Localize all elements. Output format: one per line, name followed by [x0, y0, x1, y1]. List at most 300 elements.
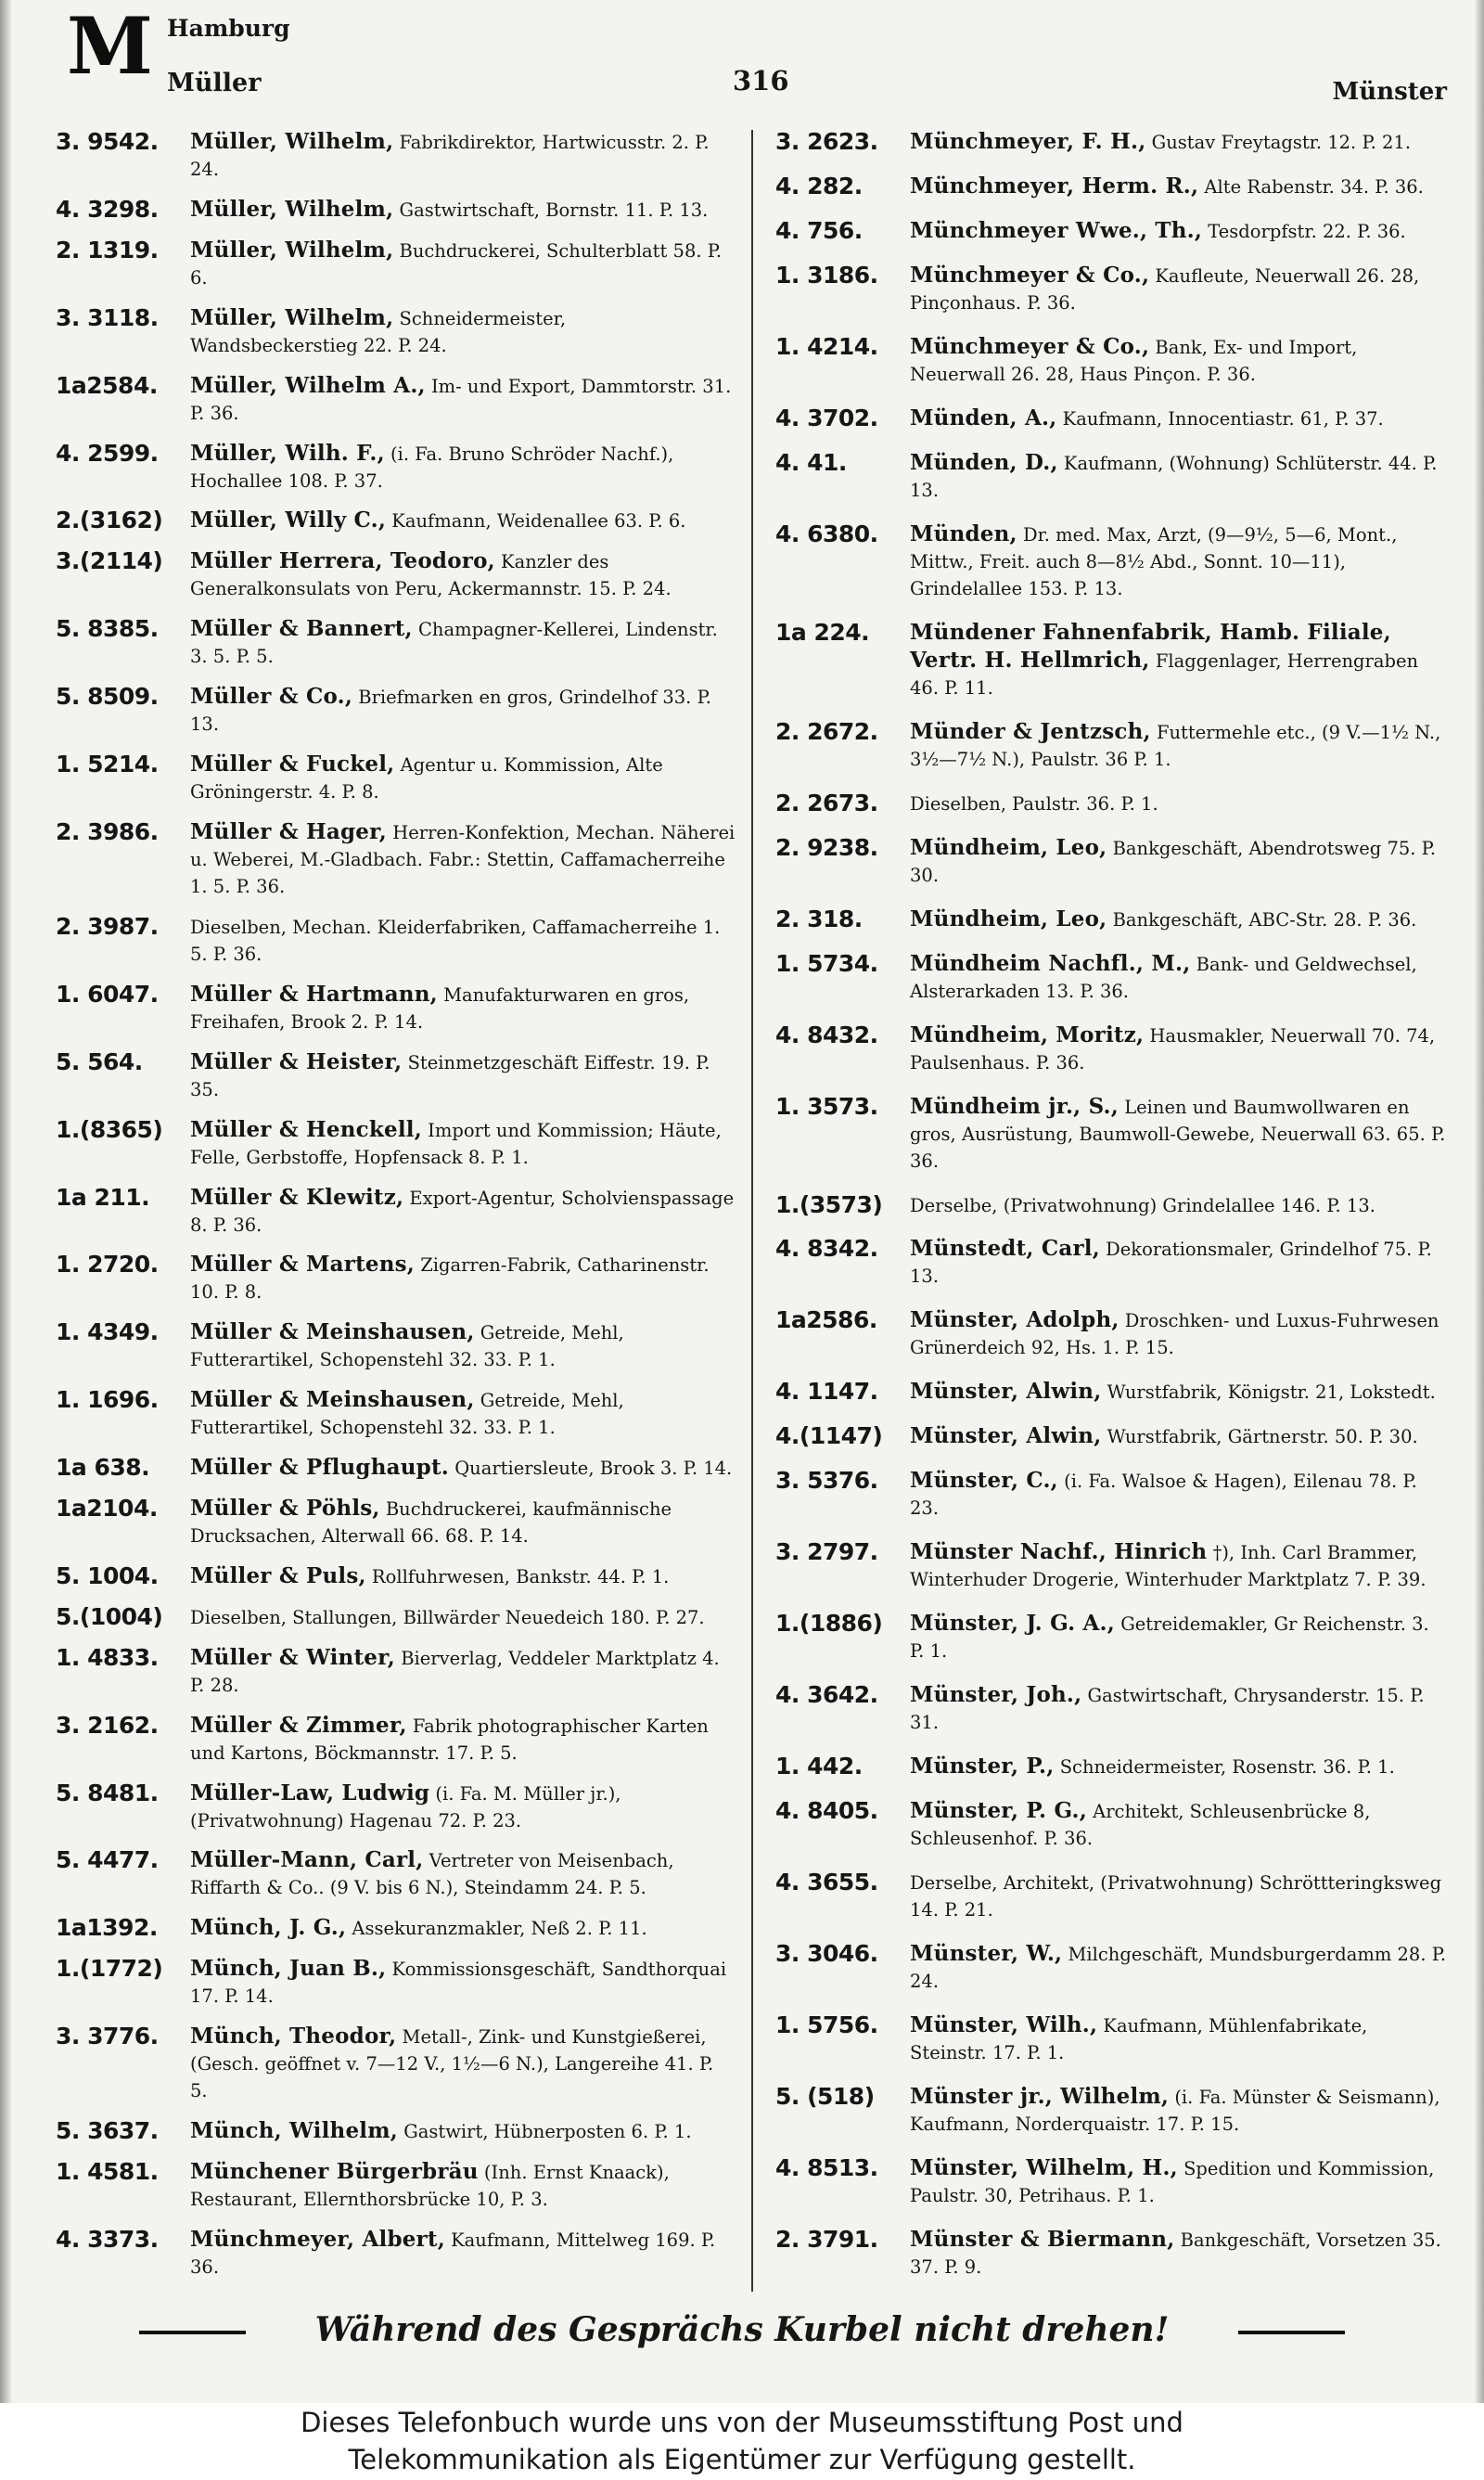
phone-number: 4. 8405. — [775, 1797, 878, 1825]
listing-entry — [775, 906, 1448, 933]
listing-entry — [775, 1538, 1448, 1593]
listing-entry — [56, 1603, 736, 1631]
listing-text — [190, 2023, 736, 2104]
listing-entry — [56, 2117, 736, 2145]
subscriber-details: Import und Kommission; Häute, Felle, Gerbstoffe, Hopfensack 8. P. 1. — [190, 1119, 722, 1168]
listing-entry — [56, 1644, 736, 1699]
listing-text — [190, 196, 736, 224]
listing-entry — [56, 547, 736, 602]
phone-number: 3.(2114) — [56, 547, 163, 575]
subscriber-details: (i. Fa. Bruno Schröder Nachf.), Hochallee 108. P. 37. — [190, 443, 674, 492]
listing-entry — [775, 2226, 1448, 2281]
listing-text — [910, 834, 1448, 889]
subscriber-details: Architekt, Schleusenbrücke 8, Schleusenhof. P. 36. — [910, 1801, 1371, 1850]
listing-text — [910, 1797, 1448, 1852]
subscriber-name: Müller & Winter, — [190, 1644, 395, 1670]
listing-text — [190, 981, 736, 1035]
listing-text — [190, 1955, 736, 2010]
listing-text — [190, 1562, 736, 1590]
listing-text — [190, 547, 736, 602]
listing-entry — [775, 1681, 1448, 1736]
footer-notice: Während des Gesprächs Kurbel nicht drehen! — [314, 2310, 1170, 2349]
listing-text — [910, 2011, 1448, 2066]
listing-text — [190, 1116, 736, 1171]
listing-text — [910, 449, 1448, 504]
listing-entry — [775, 173, 1448, 200]
listing-entry — [56, 1386, 736, 1441]
subscriber-details: Dieselben, Paulstr. 36. P. 1. — [910, 792, 1158, 815]
listing-text — [190, 2117, 736, 2145]
listing-text — [190, 818, 736, 900]
right-column-listings — [775, 128, 1448, 2281]
listing-entry — [775, 2011, 1448, 2066]
subscriber-details: Vertreter von Meisenbach, Riffarth & Co.. (9 V. bis 6 N.), Steindamm 24. P. 5. — [190, 1850, 674, 1899]
subscriber-details: Milchgeschäft, Mundsburgerdamm 28. P. 24. — [910, 1944, 1447, 1993]
listing-entry — [56, 507, 736, 534]
phone-number: 4. 6380. — [775, 520, 878, 547]
listing-entry — [775, 2083, 1448, 2138]
phone-number: 2. 1319. — [56, 236, 159, 263]
phone-number: 2. 3986. — [56, 817, 159, 845]
listing-entry — [56, 2023, 736, 2104]
subscriber-details: Manufakturwaren en gros, Freihafen, Brook 2. P. 14. — [190, 983, 690, 1033]
listing-text — [190, 1048, 736, 1103]
phone-number: 4. 3702. — [775, 404, 878, 431]
subscriber-details: Steinmetzgeschäft Eiffestr. 19. P. 35. — [190, 1051, 710, 1100]
listing-entry — [56, 751, 736, 805]
subscriber-details: †), Inh. Carl Brammer, Winterhuder Drogerie, Winterhuder Marktplatz 7. P. 39. — [910, 1542, 1426, 1591]
listing-entry — [56, 196, 736, 224]
subscriber-details: Gastwirtschaft, Bornstr. 11. P. 13. — [399, 199, 709, 221]
subscriber-details: Assekuranzmakler, Neß 2. P. 11. — [352, 1918, 647, 1940]
subscriber-details: Wurstfabrik, Gärtnerstr. 50. P. 30. — [1107, 1426, 1418, 1448]
listing-text — [910, 1422, 1448, 1450]
subscriber-name: Müller, Wilhelm, — [190, 237, 394, 263]
subscriber-details: Schneidermeister, Rosenstr. 36. P. 1. — [1059, 1756, 1395, 1779]
subscriber-details: Dr. med. Max, Arzt, (9—9½, 5—6, Mont., Mittw., Freit. auch 8—8½ Abd., Sonnt. 10—11), Grindelallee 153. P. 13. — [910, 523, 1398, 599]
subscriber-details: Getreidemakler, Gr Reichenstr. 3. P. 1. — [910, 1613, 1429, 1663]
subscriber-name: Mündheim, Leo, — [910, 906, 1107, 932]
listing-text — [190, 1846, 736, 1901]
subscriber-details: Wurstfabrik, Königstr. 21, Lokstedt. — [1107, 1381, 1436, 1404]
listing-text — [190, 1386, 736, 1441]
phone-number: 4. 3298. — [56, 195, 159, 223]
phone-number: 1.(1886) — [775, 1610, 883, 1638]
phone-number: 1a1392. — [56, 1914, 158, 1942]
scan-credit — [0, 2403, 1484, 2480]
subscriber-name: Münchmeyer, Herm. R., — [910, 173, 1199, 199]
subscriber-name: Münster, C., — [910, 1468, 1058, 1494]
listing-entry — [56, 237, 736, 291]
subscriber-details: Bankgeschäft, Vorsetzen 35. 37. P. 9. — [910, 2229, 1441, 2278]
listing-text — [190, 751, 736, 805]
phone-number: 1. 1696. — [56, 1386, 159, 1414]
phone-number: 3. 5376. — [775, 1467, 878, 1495]
phone-number: 4. 8432. — [775, 1021, 878, 1048]
subscriber-details: Droschken- und Luxus-Fuhrwesen Grünerdeich 92, Hs. 1. P. 15. — [910, 1310, 1439, 1359]
subscriber-details: Fabrikdirektor, Hartwicusstr. 2. P. 24. — [190, 132, 710, 180]
listing-text — [910, 790, 1448, 817]
phone-number: 5. (518) — [775, 2083, 875, 2111]
subscriber-details: Im- und Export, Dammtorstr. 31. P. 36. — [190, 375, 732, 424]
phone-number: 2. 3987. — [56, 912, 159, 940]
subscriber-details: (i. Fa. M. Müller jr.), (Privatwohnung) Hagenau 72. P. 23. — [190, 1782, 621, 1831]
listing-entry — [56, 1251, 736, 1305]
subscriber-details: Hausmakler, Neuerwall 70. 74, Paulsenhaus. P. 36. — [910, 1024, 1436, 1073]
listing-entry — [775, 834, 1448, 889]
listing-entry — [56, 372, 736, 427]
subscriber-details: Quartiersleute, Brook 3. P. 14. — [454, 1458, 733, 1480]
subscriber-name: Müller & Pflughaupt. — [190, 1455, 449, 1481]
subscriber-details: Flaggenlager, Herrengraben 46. P. 11. — [910, 649, 1419, 699]
listing-entry — [56, 1846, 736, 1901]
subscriber-name: Münster jr., Wilhelm, — [910, 2084, 1170, 2110]
phone-number: 1. 442. — [775, 1753, 863, 1780]
listing-text — [910, 262, 1448, 316]
phone-number: 4. 8342. — [775, 1235, 878, 1263]
subscriber-name: Münster, Adolph, — [910, 1307, 1119, 1333]
subscriber-details: Bank- und Geldwechsel, Alsterarkaden 13. P. 36. — [910, 953, 1417, 1002]
listing-entry — [56, 1454, 736, 1482]
listing-entry — [775, 1378, 1448, 1406]
subscriber-details: (i. Fa. Münster & Seismann), Kaufmann, Norderquaistr. 17. P. 15. — [910, 2087, 1440, 2136]
section-letter: M — [67, 0, 153, 92]
listing-entry — [56, 2226, 736, 2281]
column-divider — [751, 130, 753, 2292]
listing-entry — [775, 790, 1448, 817]
subscriber-details: Metall-, Zink- und Kunstgießerei, (Gesch. geöffnet v. 7—12 V., 1½—6 N.), Langereihe 41. P. 5. — [190, 2026, 714, 2102]
listing-entry — [775, 333, 1448, 388]
listing-entry — [56, 1318, 736, 1373]
left-column-listings — [56, 128, 736, 2281]
listing-entry — [56, 1780, 736, 1834]
phone-number: 3. 9542. — [56, 128, 159, 155]
listing-entry — [56, 1048, 736, 1103]
subscriber-details: Alte Rabenstr. 34. P. 36. — [1204, 175, 1424, 198]
subscriber-name: Mündheim, Leo, — [910, 834, 1107, 860]
phone-number: 2. 318. — [775, 905, 863, 932]
phone-number: 1. 6047. — [56, 980, 159, 1008]
phone-number: 1a 211. — [56, 1183, 150, 1211]
range-start-name: Müller — [167, 69, 262, 97]
credit-line-1: Dieses Telefonbuch wurde uns von der Museumsstiftung Post und — [301, 2407, 1183, 2438]
phone-number: 5. 564. — [56, 1047, 143, 1075]
phone-number: 4. 1147. — [775, 1378, 878, 1406]
phone-number: 3. 2797. — [775, 1538, 878, 1566]
listing-text — [190, 507, 736, 534]
listing-entry — [56, 1955, 736, 2010]
phone-number: 4. 756. — [775, 216, 863, 244]
subscriber-details: Kaufleute, Neuerwall 26. 28, Pinçonhaus. P. 36. — [910, 264, 1420, 314]
listing-text — [910, 2226, 1448, 2281]
subscriber-name: Münster Nachf., Hinrich — [910, 1539, 1208, 1565]
listing-entry — [56, 1495, 736, 1549]
subscriber-name: Mündheim jr., S., — [910, 1093, 1119, 1119]
phone-number: 1.(1772) — [56, 1955, 163, 1983]
listing-entry — [775, 1610, 1448, 1664]
phone-number: 1. 3186. — [775, 261, 878, 289]
subscriber-name: Müller & Hager, — [190, 818, 387, 844]
subscriber-name: Müller & Pöhls, — [190, 1496, 380, 1522]
subscriber-details: Derselbe, Architekt, (Privatwohnung) Schröttteringksweg 14. P. 21. — [910, 1872, 1442, 1921]
subscriber-name: Münch, Theodor, — [190, 2024, 397, 2050]
listing-entry — [56, 683, 736, 738]
listing-text — [910, 2083, 1448, 2138]
phone-number: 1a2586. — [775, 1306, 877, 1334]
phone-number: 3. 3046. — [775, 1940, 878, 1968]
subscriber-details: (i. Fa. Walsoe & Hagen), Eilenau 78. P. 23. — [910, 1471, 1417, 1520]
phone-number: 5. 8509. — [56, 683, 159, 711]
subscriber-name: Münster, Joh., — [910, 1682, 1082, 1708]
subscriber-details: Spedition und Kommission, Paulstr. 30, Petrihaus. P. 1. — [910, 2158, 1435, 2207]
listing-entry — [775, 262, 1448, 316]
listing-entry — [775, 950, 1448, 1005]
subscriber-name: Münden, — [910, 520, 1017, 546]
subscriber-details: Bank, Ex- und Import, Neuerwall 26. 28, Haus Pinçon. P. 36. — [910, 336, 1358, 385]
phone-number: 1a2104. — [56, 1495, 158, 1523]
subscriber-details: Export-Agentur, Scholvienspassage 8. P. 36. — [190, 1187, 735, 1236]
phone-number: 1. 4833. — [56, 1643, 159, 1671]
subscriber-name: Müller, Wilhelm, — [190, 304, 394, 330]
subscriber-name: Müller, Wilh. F., — [190, 440, 385, 466]
listing-text — [910, 950, 1448, 1005]
listing-text — [190, 2158, 736, 2213]
subscriber-details: Gustav Freytagstr. 12. P. 21. — [1151, 132, 1412, 153]
subscriber-name: Mündheim, Moritz, — [910, 1022, 1145, 1047]
listing-entry — [775, 520, 1448, 602]
listing-text — [190, 1780, 736, 1834]
listing-entry — [775, 1467, 1448, 1522]
subscriber-name: Münch, J. G., — [190, 1915, 347, 1941]
listing-text — [190, 440, 736, 495]
subscriber-details: Fabrik photographischer Karten und Kartons, Böckmannstr. 17. P. 5. — [190, 1715, 709, 1764]
subscriber-name: Münchmeyer, Albert, — [190, 2226, 445, 2252]
listing-entry — [56, 1184, 736, 1239]
listing-text — [910, 1306, 1448, 1361]
subscriber-details: Schneidermeister, Wandsbeckerstieg 22. P. 24. — [190, 307, 567, 356]
listing-text — [190, 1603, 736, 1631]
listing-entry — [56, 615, 736, 670]
subscriber-details: Buchdruckerei, Schulterblatt 58. P. 6. — [190, 239, 723, 289]
phone-number: 4.(1147) — [775, 1422, 883, 1450]
listing-text — [190, 1644, 736, 1699]
subscriber-name: Münster, Alwin, — [910, 1379, 1102, 1405]
phone-number: 3. 3776. — [56, 2023, 159, 2050]
listing-entry — [56, 1914, 736, 1942]
listing-entry — [775, 449, 1448, 504]
phone-number: 3. 2162. — [56, 1711, 159, 1739]
subscriber-name: Münch, Wilhelm, — [190, 2118, 398, 2144]
subscriber-name: Münchmeyer Wwe., Th., — [910, 217, 1203, 243]
subscriber-name: Müller & Heister, — [190, 1048, 403, 1074]
phone-number: 2. 2673. — [775, 789, 878, 816]
city-heading: Hamburg — [167, 15, 290, 42]
phone-number: 1. 5214. — [56, 751, 159, 778]
subscriber-name: Münster, P. G., — [910, 1798, 1087, 1824]
listing-entry — [775, 1797, 1448, 1852]
listing-entry — [56, 818, 736, 900]
page-edge-right — [1475, 0, 1484, 2403]
subscriber-name: Müller, Wilhelm A., — [190, 372, 426, 398]
subscriber-name: Müller & Klewitz, — [190, 1184, 404, 1210]
phone-number: 5. 1004. — [56, 1561, 159, 1589]
subscriber-details: Gastwirt, Hübnerposten 6. P. 1. — [403, 2121, 692, 2143]
listing-text — [910, 1235, 1448, 1290]
subscriber-details: Bankgeschäft, ABC-Str. 28. P. 36. — [1112, 908, 1417, 931]
listing-entry — [775, 619, 1448, 701]
listing-entry — [56, 1562, 736, 1590]
subscriber-details: Briefmarken en gros, Grindelhof 33. P. 13. — [190, 687, 711, 736]
phone-number: 1. 5756. — [775, 2011, 878, 2039]
listing-text — [910, 333, 1448, 388]
phone-number: 5. 4477. — [56, 1846, 159, 1874]
subscriber-details: (Inh. Ernst Knaack), Restaurant, Ellernthorsbrücke 10, P. 3. — [190, 2162, 670, 2210]
listing-text — [190, 2226, 736, 2281]
subscriber-details: Kaufmann, Innocentiastr. 61, P. 37. — [1062, 407, 1384, 430]
phone-number: 4. 282. — [775, 172, 863, 199]
subscriber-name: Münchmeyer & Co., — [910, 333, 1150, 359]
listing-entry — [56, 128, 736, 183]
subscriber-details: Dieselben, Mechan. Kleiderfabriken, Caffamacherreihe 1. 5. P. 36. — [190, 916, 721, 965]
phone-number: 5.(1004) — [56, 1602, 163, 1630]
subscriber-details: Kanzler des Generalkonsulats von Peru, Ackermannstr. 15. P. 24. — [190, 551, 672, 600]
phone-number: 2. 2672. — [775, 717, 878, 745]
subscriber-name: Münster, W., — [910, 1941, 1063, 1967]
subscriber-name: Müller-Law, Ludwig — [190, 1780, 430, 1805]
listing-entry — [775, 1940, 1448, 1995]
listing-entry — [775, 718, 1448, 773]
subscriber-name: Mündheim Nachfl., M., — [910, 950, 1191, 976]
listing-text — [190, 615, 736, 670]
subscriber-name: Münster, J. G. A., — [910, 1611, 1115, 1637]
phone-number: 1.(3573) — [775, 1190, 883, 1218]
range-end-name: Münster — [1332, 78, 1447, 106]
subscriber-name: Münden, A., — [910, 405, 1057, 430]
listing-entry — [775, 1022, 1448, 1076]
phone-number: 4. 8513. — [775, 2154, 878, 2182]
listing-text — [910, 1753, 1448, 1780]
subscriber-details: Buchdruckerei, kaufmännische Drucksachen, Alterwall 66. 68. P. 14. — [190, 1498, 672, 1548]
listing-text — [910, 217, 1448, 245]
subscriber-details: Kaufmann, Mittelweg 169. P. 36. — [190, 2229, 716, 2278]
subscriber-details: Zigarren-Fabrik, Catharinenstr. 10. P. 8. — [190, 1254, 710, 1304]
listing-entry — [775, 217, 1448, 245]
subscriber-details: Kaufmann, (Wohnung) Schlüterstr. 44. P. 13. — [910, 452, 1438, 501]
phone-number: 4. 2599. — [56, 439, 159, 467]
phone-number: 1. 5734. — [775, 949, 878, 977]
phone-number: 5. 8385. — [56, 615, 159, 643]
subscriber-name: Müller & Zimmer, — [190, 1712, 407, 1738]
phone-number: 4. 3655. — [775, 1869, 878, 1896]
phone-number: 1. 2720. — [56, 1251, 159, 1279]
phone-number: 1.(8365) — [56, 1115, 163, 1143]
listing-entry — [56, 1712, 736, 1767]
subscriber-details: Herren-Konfektion, Mechan. Näherei u. Weberei, M.-Gladbach. Fabr.: Stettin, Caffamacherreihe 1. 5. P. 36. — [190, 821, 736, 897]
subscriber-details: Dieselben, Stallungen, Billwärder Neuedeich 180. P. 27. — [190, 1606, 705, 1628]
subscriber-details: Rollfuhrwesen, Bankstr. 44. P. 1. — [371, 1565, 670, 1587]
listing-entry — [775, 1191, 1448, 1219]
phone-number: 1. 4581. — [56, 2158, 159, 2185]
subscriber-details: Agentur u. Kommission, Alte Gröningerstr. 4. P. 8. — [190, 754, 663, 803]
listing-text — [910, 1093, 1448, 1175]
listing-text — [910, 1467, 1448, 1522]
subscriber-name: Müller & Hartmann, — [190, 981, 438, 1007]
listing-text — [190, 372, 736, 427]
subscriber-name: Müller, Wilhelm, — [190, 196, 394, 222]
listing-entry — [775, 1869, 1448, 1923]
page-edge-left — [0, 0, 11, 2403]
listing-text — [910, 1378, 1448, 1406]
subscriber-name: Müller-Mann, Carl, — [190, 1847, 424, 1873]
listing-entry — [56, 2158, 736, 2213]
subscriber-name: Münchener Bürgerbräu — [190, 2159, 479, 2184]
listing-text — [190, 1251, 736, 1305]
subscriber-name: Münstedt, Carl, — [910, 1236, 1100, 1262]
subscriber-name: Müller Herrera, Teodoro, — [190, 548, 495, 574]
subscriber-name: Münden, D., — [910, 449, 1058, 475]
listing-text — [910, 173, 1448, 200]
phone-number: 2.(3162) — [56, 507, 163, 534]
subscriber-details: Derselbe, (Privatwohnung) Grindelallee 146. P. 13. — [910, 1194, 1375, 1216]
listing-text — [910, 718, 1448, 773]
listing-text — [190, 683, 736, 738]
subscriber-details: Bankgeschäft, Abendrotsweg 75. P. 30. — [910, 837, 1437, 886]
subscriber-details: Getreide, Mehl, Futterartikel, Schopenstehl 32. 33. P. 1. — [190, 1322, 624, 1371]
subscriber-details: Leinen und Baumwollwaren en gros, Ausrüstung, Baumwoll-Gewebe, Neuerwall 63. 65. P. 36. — [910, 1096, 1446, 1172]
listing-entry — [56, 304, 736, 359]
phone-number: 2. 9238. — [775, 833, 878, 861]
subscriber-name: Münster, Alwin, — [910, 1423, 1102, 1449]
phone-number: 5. 3637. — [56, 2117, 159, 2145]
listing-text — [190, 304, 736, 359]
subscriber-name: Müller, Willy C., — [190, 508, 387, 533]
listing-entry — [775, 2154, 1448, 2209]
subscriber-name: Münster, P., — [910, 1754, 1055, 1780]
listing-text — [190, 913, 736, 968]
phone-number: 1a2584. — [56, 371, 158, 399]
listing-entry — [56, 1116, 736, 1171]
listing-text — [910, 1191, 1448, 1219]
listing-text — [190, 1318, 736, 1373]
subscriber-details: Kommissionsgeschäft, Sandthorquai 17. P. 14. — [190, 1959, 727, 2008]
listing-text — [910, 128, 1448, 156]
listing-entry — [56, 913, 736, 968]
phone-number: 1a 638. — [56, 1454, 150, 1482]
listing-entry — [775, 405, 1448, 432]
phone-number: 3. 3118. — [56, 303, 159, 331]
listing-text — [190, 1454, 736, 1482]
subscriber-name: Münster & Biermann, — [910, 2227, 1175, 2252]
subscriber-name: Münchmeyer & Co., — [910, 262, 1150, 288]
listing-text — [190, 1712, 736, 1767]
subscriber-name: Münster, Wilhelm, H., — [910, 2155, 1178, 2181]
subscriber-details: Gastwirtschaft, Chrysanderstr. 15. P. 31. — [910, 1685, 1425, 1734]
phone-number: 3. 2623. — [775, 128, 878, 155]
phone-number: 4. 3373. — [56, 2225, 159, 2253]
listing-text — [190, 1184, 736, 1239]
subscriber-name: Müller & Meinshausen, — [190, 1387, 475, 1413]
subscriber-details: Bierverlag, Veddeler Marktplatz 4. P. 28. — [190, 1647, 720, 1696]
listing-text — [910, 1869, 1448, 1923]
listing-text — [910, 906, 1448, 933]
subscriber-name: Münder & Jentzsch, — [910, 718, 1151, 744]
listing-text — [190, 1914, 736, 1942]
phone-number: 2. 3791. — [775, 2226, 878, 2253]
subscriber-name: Müller & Meinshausen, — [190, 1319, 475, 1345]
listing-entry — [56, 440, 736, 495]
phone-number: 4. 41. — [775, 448, 847, 476]
subscriber-name: Münster, Wilh., — [910, 2012, 1098, 2038]
